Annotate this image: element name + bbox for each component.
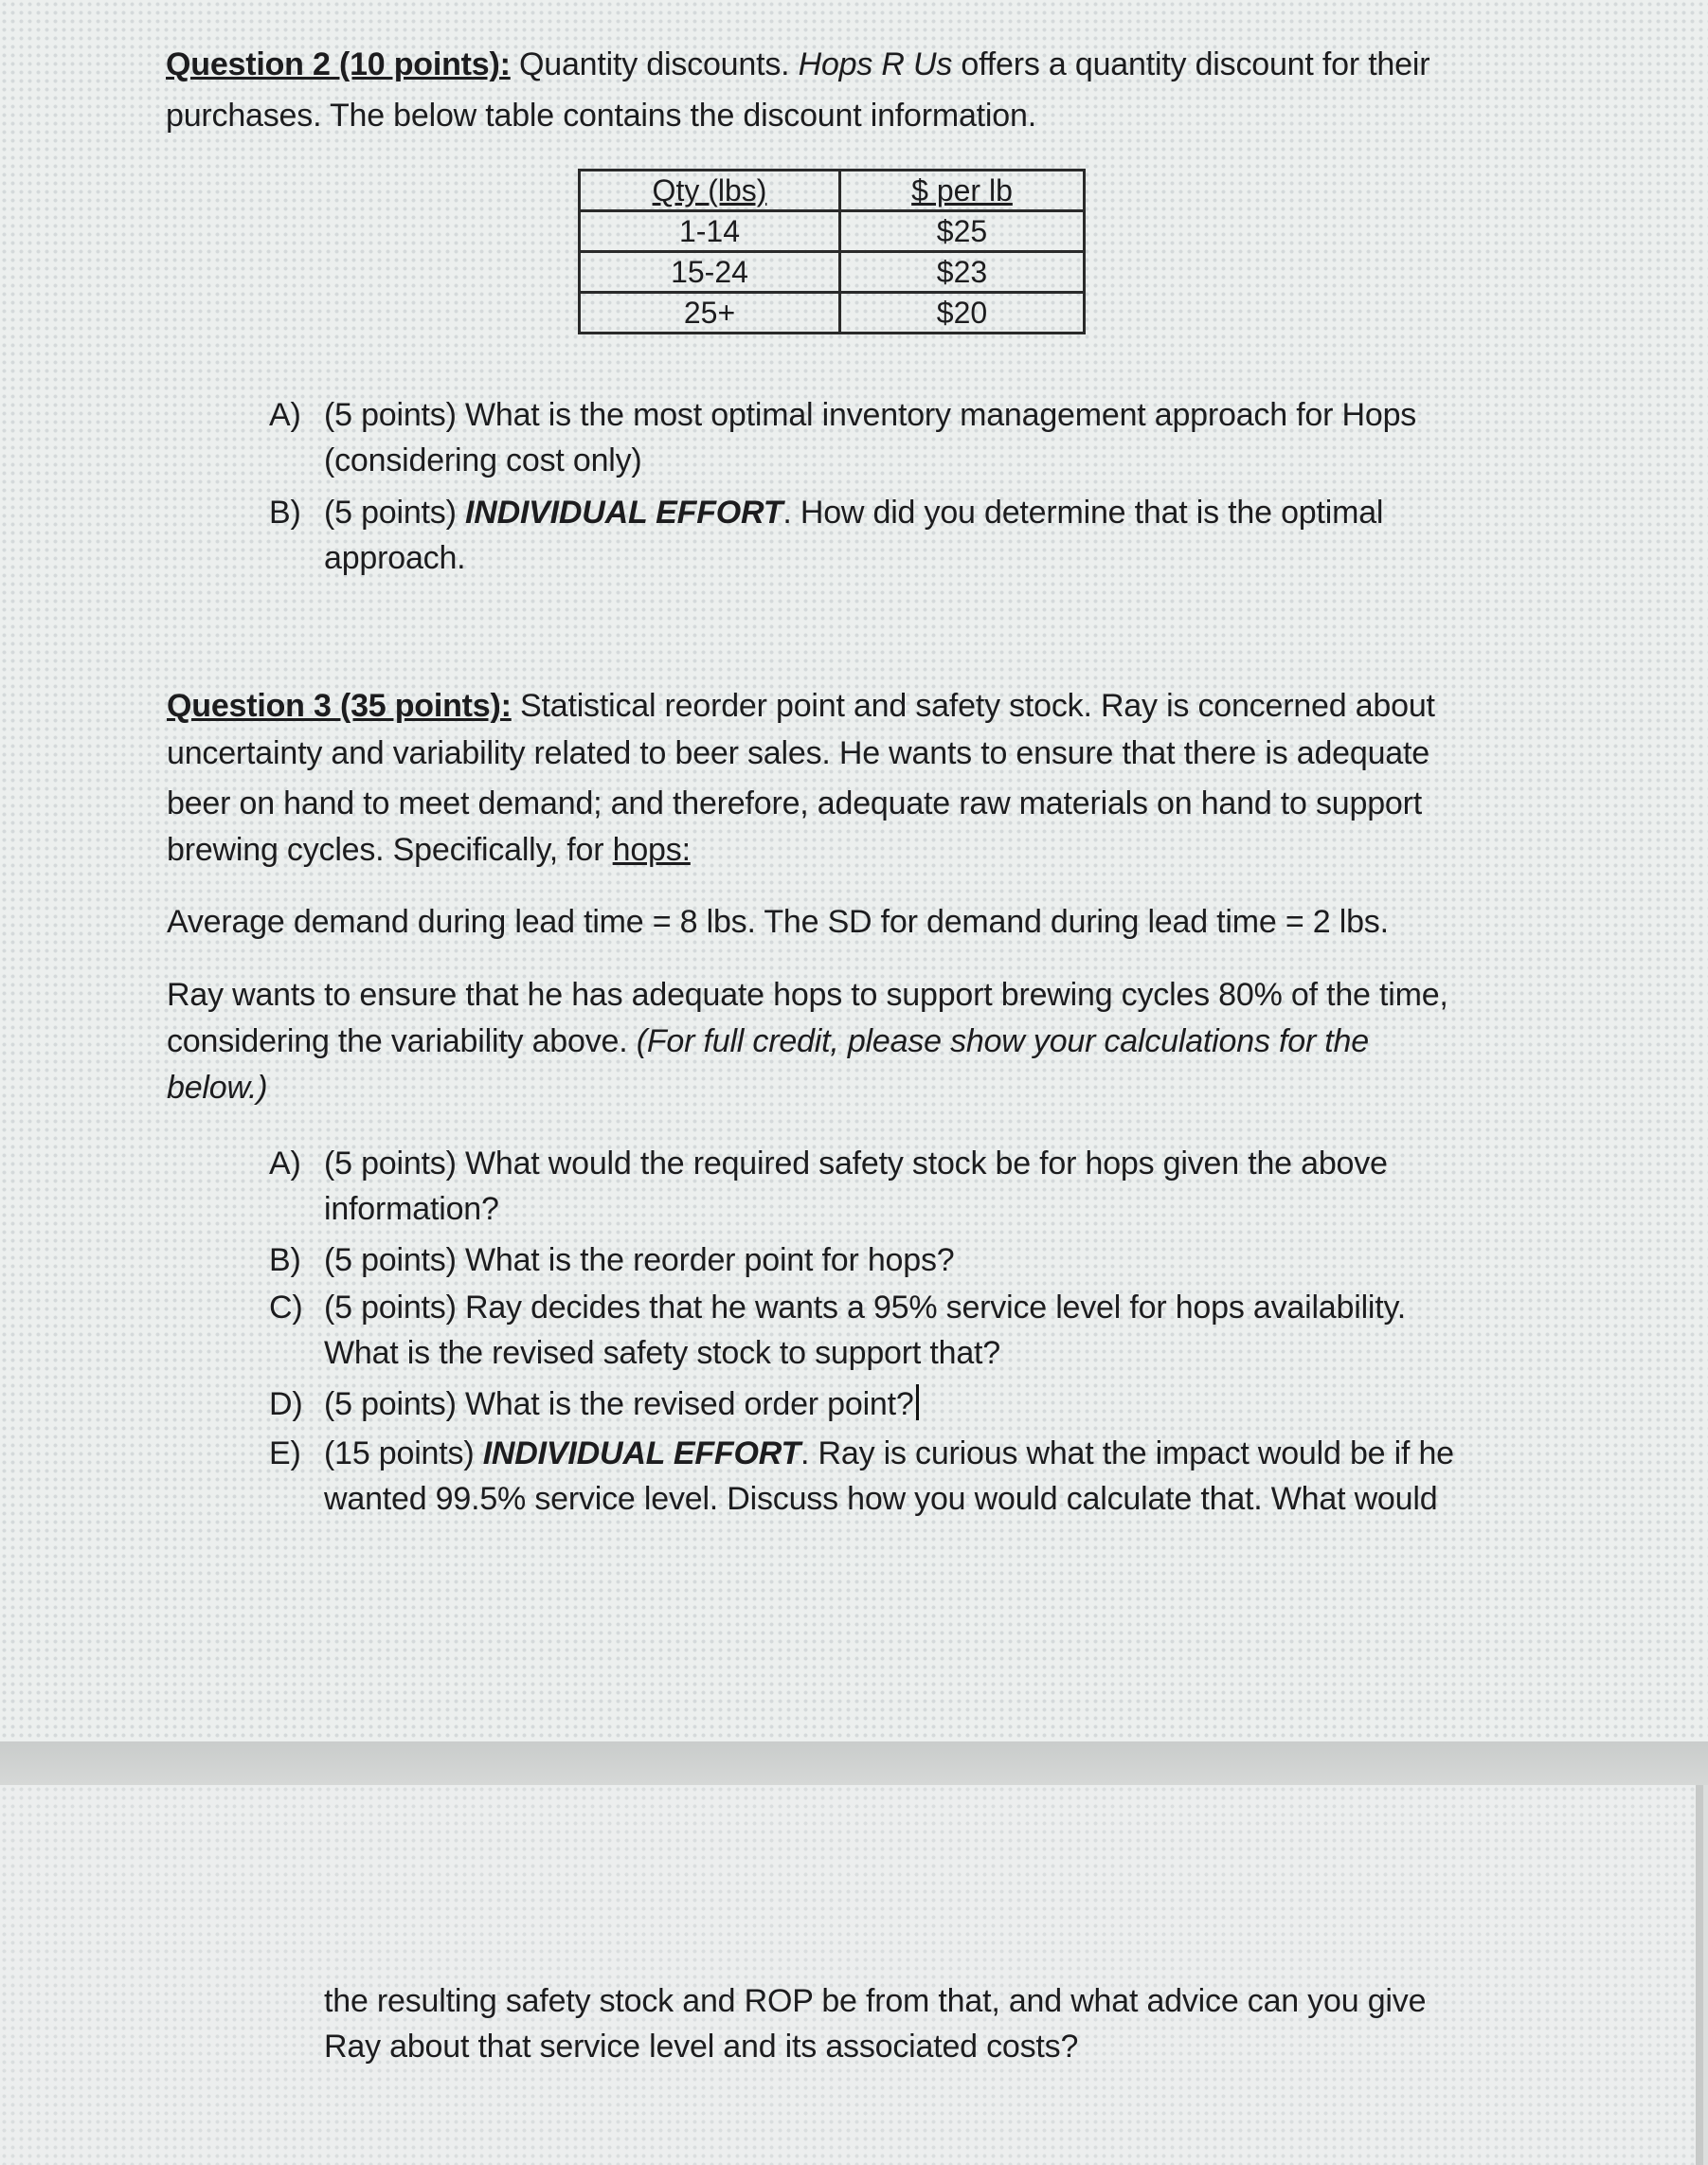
table-row bbox=[580, 293, 1085, 334]
q3-part-a bbox=[269, 1141, 1388, 1186]
q3-part-e-line-4: Ray about that service level and its associated costs? bbox=[324, 2029, 1079, 2065]
qty-cell: 15-24 bbox=[580, 252, 840, 293]
q2-part-b-label: B) bbox=[269, 495, 301, 531]
q2-intro-line-2: purchases. The below table contains the discount information. bbox=[166, 98, 1036, 134]
discount-table bbox=[578, 169, 1086, 334]
discount-table-header bbox=[580, 171, 1085, 211]
q3-intro-line-2: uncertainty and variability related to beer sales. He wants to ensure that there is adequate bbox=[167, 735, 1429, 771]
q3-part-d bbox=[269, 1381, 919, 1427]
q3-part-e-points: (15 points) bbox=[324, 1435, 483, 1471]
q3-part-c-line-2: What is the revised safety stock to support that? bbox=[324, 1335, 1000, 1371]
q3-part-e-line-2: wanted 99.5% service level. Discuss how you would calculate that. What would bbox=[324, 1481, 1438, 1517]
q3-hops-underlined: hops: bbox=[612, 832, 691, 868]
q3-heading: Question 3 (35 points): bbox=[167, 688, 512, 724]
q3-part-c-text: (5 points) Ray decides that he wants a 95% service level for hops availability. bbox=[324, 1290, 1407, 1326]
price-cell: $25 bbox=[840, 211, 1085, 252]
qty-cell: 1-14 bbox=[580, 211, 840, 252]
q3-intro-text: Statistical reorder point and safety stock. Ray is concerned about bbox=[511, 688, 1435, 724]
q3-ray-line-1: Ray wants to ensure that he has adequate hops to support brewing cycles 80% of the time, bbox=[167, 977, 1448, 1013]
q2-intro-text-2: offers a quantity discount for their bbox=[952, 46, 1430, 82]
q3-part-b-text: (5 points) What is the reorder point for hops? bbox=[324, 1242, 955, 1278]
q3-part-e bbox=[269, 1431, 1454, 1476]
q2-part-b-emphasis: INDIVIDUAL EFFORT bbox=[464, 495, 783, 531]
q2-part-a-line-2: (considering cost only) bbox=[324, 442, 642, 478]
page-gap bbox=[0, 1741, 1708, 1785]
q3-demand-statement: Average demand during lead time = 8 lbs. The SD for demand during lead time = 2 lbs. bbox=[167, 904, 1389, 940]
q3-intro-line-1 bbox=[167, 683, 1435, 729]
price-cell: $20 bbox=[840, 293, 1085, 334]
q3-part-a-line-2: information? bbox=[324, 1191, 499, 1227]
q3-part-b-label: B) bbox=[269, 1242, 301, 1278]
q2-company-name: Hops R Us bbox=[798, 46, 953, 82]
q2-part-a-text: (5 points) What is the most optimal inventory management approach for Hops bbox=[324, 397, 1417, 433]
q3-part-b bbox=[269, 1237, 954, 1283]
text-cursor bbox=[916, 1384, 919, 1420]
q2-part-b bbox=[269, 490, 1383, 535]
q2-part-a bbox=[269, 392, 1416, 438]
q3-part-c-label: C) bbox=[269, 1290, 303, 1326]
q3-part-e-line-3: the resulting safety stock and ROP be from that, and what advice can you give bbox=[324, 1983, 1427, 2019]
table-row bbox=[580, 211, 1085, 252]
q3-part-a-label: A) bbox=[269, 1146, 301, 1182]
q3-ray-text: considering the variability above. bbox=[167, 1023, 637, 1059]
q3-part-e-label: E) bbox=[269, 1435, 301, 1471]
q3-part-d-label: D) bbox=[269, 1386, 303, 1422]
document-page-continued bbox=[0, 1785, 1703, 2165]
q3-ray-line-2 bbox=[167, 1019, 1369, 1064]
q3-part-d-text: (5 points) What is the revised order point? bbox=[324, 1386, 914, 1422]
q2-intro-line-1 bbox=[166, 42, 1429, 87]
header-price: $ per lb bbox=[840, 171, 1085, 211]
q2-heading: Question 2 (10 points): bbox=[166, 46, 511, 82]
q3-part-c bbox=[269, 1285, 1406, 1330]
qty-cell: 25+ bbox=[580, 293, 840, 334]
q3-credit-note: (For full credit, please show your calculations for the bbox=[636, 1023, 1369, 1059]
q2-part-b-line-2: approach. bbox=[324, 540, 466, 576]
q3-intro-text-4: brewing cycles. Specifically, for bbox=[167, 832, 613, 868]
q3-part-e-emphasis: INDIVIDUAL EFFORT bbox=[482, 1435, 801, 1471]
q3-ray-line-3: below.) bbox=[167, 1070, 268, 1106]
table-row bbox=[580, 252, 1085, 293]
q3-intro-line-4 bbox=[167, 827, 691, 873]
q2-part-b-text: . How did you determine that is the optimal bbox=[782, 495, 1384, 531]
q3-part-e-text: . Ray is curious what the impact would be if he bbox=[800, 1435, 1454, 1471]
header-qty: Qty (lbs) bbox=[580, 171, 840, 211]
q2-part-b-points: (5 points) bbox=[324, 495, 465, 531]
q3-part-a-text: (5 points) What would the required safety stock be for hops given the above bbox=[324, 1146, 1388, 1182]
q2-part-a-label: A) bbox=[269, 397, 301, 433]
q3-intro-line-3: beer on hand to meet demand; and therefore, adequate raw materials on hand to support bbox=[167, 785, 1423, 821]
price-cell: $23 bbox=[840, 252, 1085, 293]
q2-intro-text: Quantity discounts. bbox=[510, 46, 799, 82]
